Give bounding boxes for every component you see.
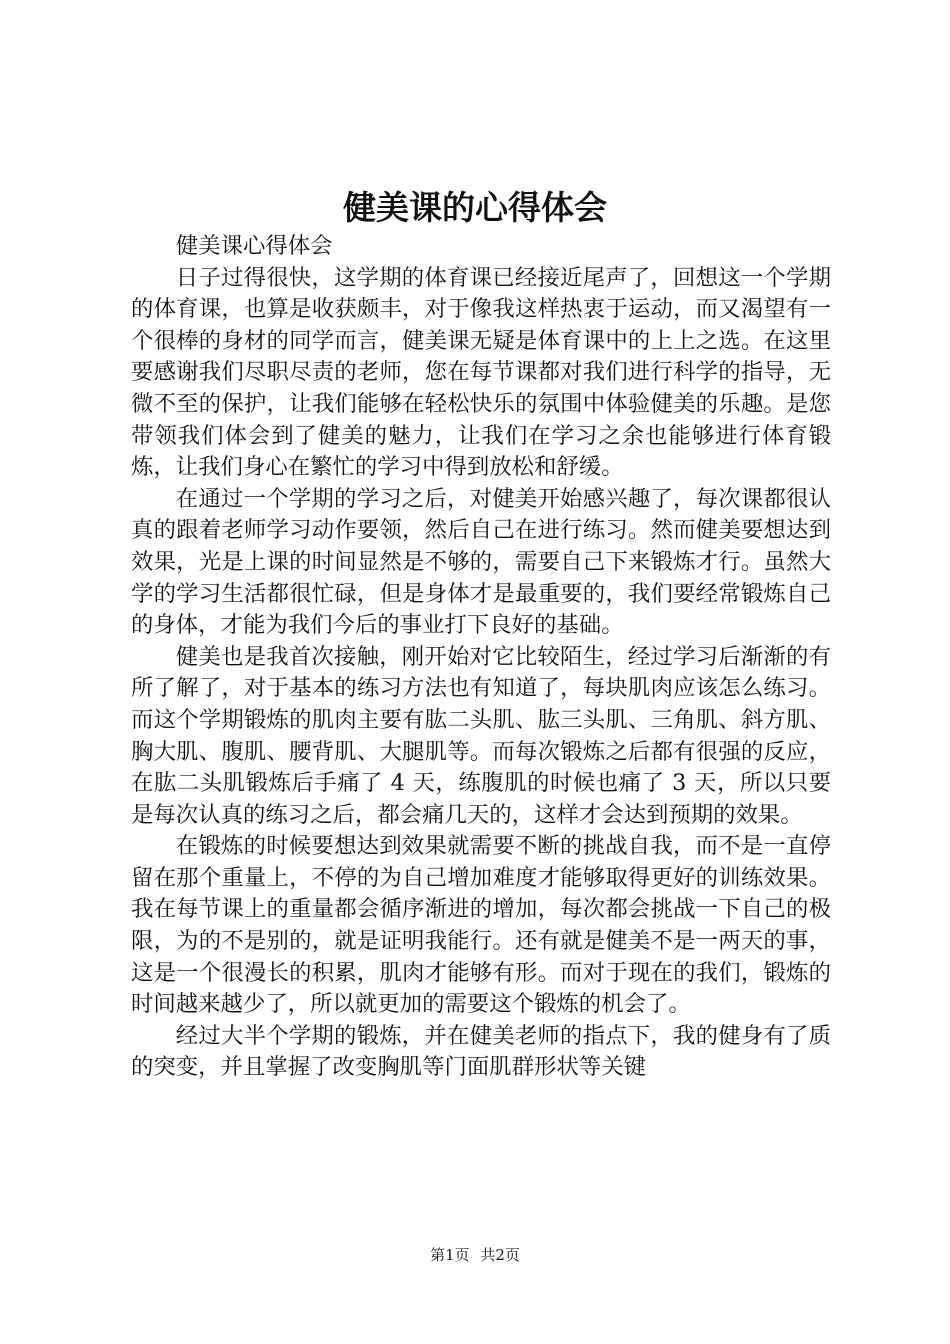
document-title: 健美课的心得体会 bbox=[343, 188, 607, 227]
document-subtitle: 健美课心得体会 bbox=[175, 233, 333, 259]
page-footer bbox=[0, 1245, 950, 1265]
paragraph: 在通过一个学期的学习之后，对健美开始感兴趣了，每次课都很认真的跟着老师学习动作要领，然后自己在进行练习。然而健美要想达到效果，光是上课的时间显然是不够的，需要自己下来锻炼才行。虽然大学的学习生活都很忙碌，但是身体才是最重要的，我们要经常锻炼自己的身体，才能为我们今后的事业打下良好的基础。 bbox=[131, 485, 831, 639]
paragraph: 日子过得很快，这学期的体育课已经接近尾声了，回想这一个学期的体育课，也算是收获颇丰，对于像我这样热衷于运动，而又渴望有一个很棒的身材的同学而言，健美课无疑是体育课中的上上之选。在这里要感谢我们尽职尽责的老师，您在每节课都对我们进行科学的指导，无微不至的保护，让我们能够在轻松快乐的氛围中体验健美的乐趣。是您带领我们体会到了健美的魅力，让我们在学习之余也能够进行体育锻炼，让我们身心在繁忙的学习中得到放松和舒缓。 bbox=[131, 264, 831, 481]
paragraph: 健美也是我首次接触，刚开始对它比较陌生，经过学习后渐渐的有所了解了，对于基本的练习方法也有知道了，每块肌肉应该怎么练习。而这个学期锻炼的肌肉主要有肱二头肌、肱三头肌、三角肌、斜方肌、胸大肌、腹肌、腰背肌、大腿肌等。而每次锻炼之后都有很强的反应，在肱二头肌锻炼后手痛了 4 天，练腹肌的时候也痛了 3 天，所以只要是每次认真的练习之后，都会痛几天的，这样才会达到预期的效果。 bbox=[131, 643, 831, 828]
page-number: 第1页 bbox=[430, 1246, 470, 1264]
paragraph: 经过大半个学期的锻炼，并在健美老师的指点下，我的健身有了质的突变，并且掌握了改变胸肌等门面肌群形状等关键 bbox=[131, 1022, 831, 1081]
paragraph: 在锻炼的时候要想达到效果就需要不断的挑战自我，而不是一直停留在那个重量上，不停的为自己增加难度才能够取得更好的训练效果。我在每节课上的重量都会循序渐进的增加，每次都会挑战一下自己的极限，为的不是别的，就是证明我能行。还有就是健美不是一两天的事，这是一个很漫长的积累，肌肉才能够有形。而对于现在的我们，锻炼的时间越来越少了，所以就更加的需要这个锻炼的机会了。 bbox=[131, 833, 831, 1018]
document-body bbox=[131, 231, 831, 1084]
page-total: 共2页 bbox=[480, 1246, 520, 1264]
